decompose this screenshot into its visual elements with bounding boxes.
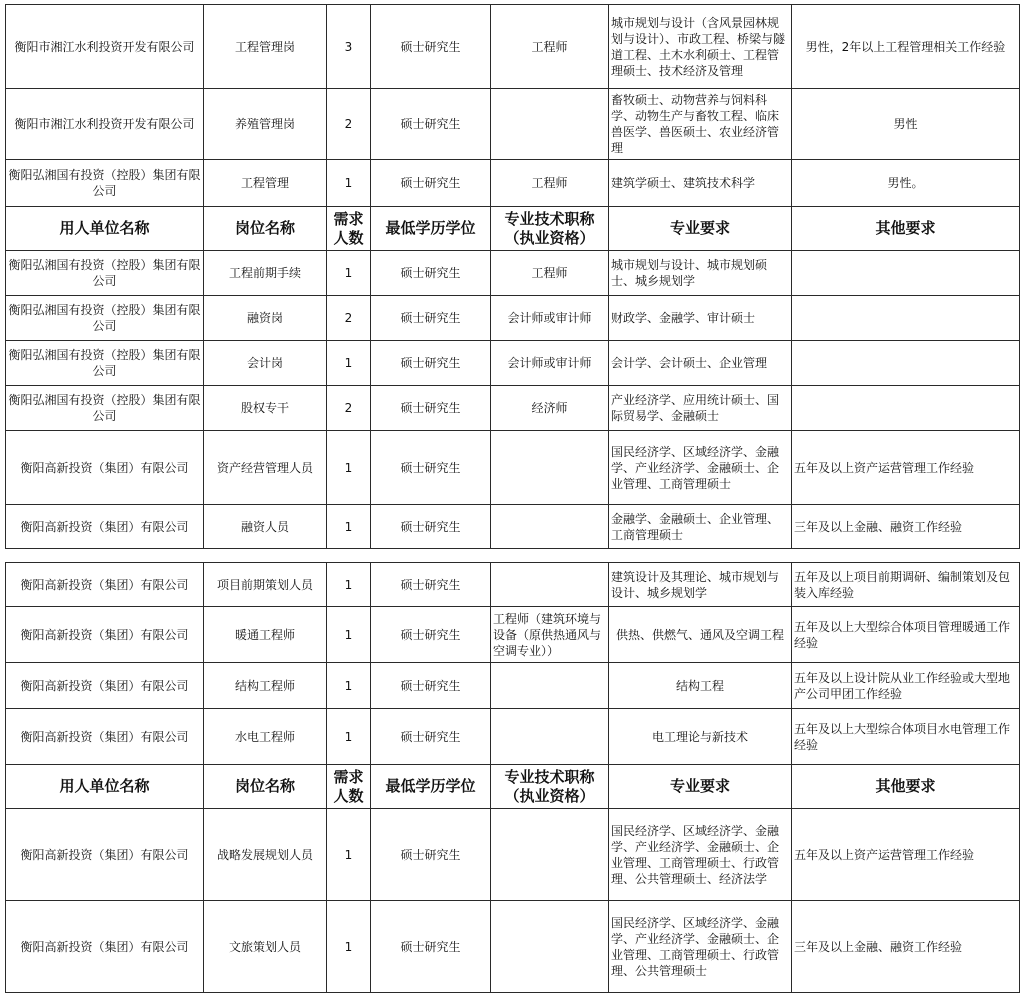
- unit-cell: 衡阳高新投资（集团）有限公司: [6, 607, 204, 663]
- other-cell: 男性。: [792, 160, 1020, 207]
- header-position: 岗位名称: [204, 765, 327, 809]
- position-cell: 融资岗: [204, 296, 327, 341]
- other-cell: 五年及以上设计院从业工作经验或大型地产公司甲团工作经验: [792, 663, 1020, 709]
- education-cell: 硕士研究生: [371, 160, 491, 207]
- education-cell: 硕士研究生: [371, 607, 491, 663]
- education-cell: 硕士研究生: [371, 809, 491, 901]
- header-unit: 用人单位名称: [6, 207, 204, 251]
- unit-cell: 衡阳弘湘国有投资（控股）集团有限公司: [6, 341, 204, 386]
- major-cell: 建筑设计及其理论、城市规划与设计、城乡规划学: [609, 563, 792, 607]
- major-cell: 国民经济学、区域经济学、金融学、产业经济学、金融硕士、企业管理、工商管理硕士: [609, 431, 792, 505]
- table-row: [6, 5, 1020, 89]
- title-cell: 工程师: [491, 5, 609, 89]
- table-row: [6, 296, 1020, 341]
- title-cell: [491, 563, 609, 607]
- major-cell: 结构工程: [609, 663, 792, 709]
- education-cell: 硕士研究生: [371, 663, 491, 709]
- count-cell: 1: [327, 709, 371, 765]
- education-cell: 硕士研究生: [371, 5, 491, 89]
- unit-cell: 衡阳高新投资（集团）有限公司: [6, 809, 204, 901]
- other-cell: [792, 386, 1020, 431]
- unit-cell: 衡阳弘湘国有投资（控股）集团有限公司: [6, 296, 204, 341]
- unit-cell: 衡阳高新投资（集团）有限公司: [6, 563, 204, 607]
- header-count: 需求人数: [327, 765, 371, 809]
- major-cell: 供热、供燃气、通风及空调工程: [609, 607, 792, 663]
- count-cell: 1: [327, 431, 371, 505]
- position-cell: 融资人员: [204, 505, 327, 549]
- unit-cell: 衡阳高新投资（集团）有限公司: [6, 663, 204, 709]
- position-cell: 战略发展规划人员: [204, 809, 327, 901]
- count-cell: 1: [327, 809, 371, 901]
- count-cell: 2: [327, 296, 371, 341]
- position-cell: 工程前期手续: [204, 251, 327, 296]
- other-cell: [792, 251, 1020, 296]
- other-cell: 五年及以上大型综合体项目水电管理工作经验: [792, 709, 1020, 765]
- major-cell: 电工理论与新技术: [609, 709, 792, 765]
- unit-cell: 衡阳高新投资（集团）有限公司: [6, 901, 204, 993]
- title-cell: 工程师: [491, 251, 609, 296]
- position-cell: 资产经营管理人员: [204, 431, 327, 505]
- header-count: 需求人数: [327, 207, 371, 251]
- header-title: 专业技术职称（执业资格）: [491, 207, 609, 251]
- title-cell: [491, 709, 609, 765]
- count-cell: 1: [327, 160, 371, 207]
- major-cell: 产业经济学、应用统计硕士、国际贸易学、金融硕士: [609, 386, 792, 431]
- count-cell: 1: [327, 505, 371, 549]
- count-cell: 1: [327, 607, 371, 663]
- recruitment-table-bottom: [5, 562, 1020, 993]
- major-cell: 畜牧硕士、动物营养与饲料科学、动物生产与畜牧工程、临床兽医学、兽医硕士、农业经济管理: [609, 89, 792, 160]
- table-row: [6, 251, 1020, 296]
- major-cell: 金融学、金融硕士、企业管理、工商管理硕士: [609, 505, 792, 549]
- count-cell: 2: [327, 386, 371, 431]
- title-cell: [491, 89, 609, 160]
- count-cell: 1: [327, 663, 371, 709]
- count-cell: 1: [327, 901, 371, 993]
- position-cell: 项目前期策划人员: [204, 563, 327, 607]
- table-row: [6, 386, 1020, 431]
- count-cell: 1: [327, 563, 371, 607]
- header-row: [6, 207, 1020, 251]
- title-cell: 经济师: [491, 386, 609, 431]
- header-other: 其他要求: [792, 765, 1020, 809]
- unit-cell: 衡阳弘湘国有投资（控股）集团有限公司: [6, 251, 204, 296]
- other-cell: 五年及以上大型综合体项目管理暖通工作经验: [792, 607, 1020, 663]
- education-cell: 硕士研究生: [371, 505, 491, 549]
- header-unit: 用人单位名称: [6, 765, 204, 809]
- other-cell: 男性，2年以上工程管理相关工作经验: [792, 5, 1020, 89]
- count-cell: 3: [327, 5, 371, 89]
- education-cell: 硕士研究生: [371, 251, 491, 296]
- header-education: 最低学历学位: [371, 765, 491, 809]
- other-cell: [792, 296, 1020, 341]
- title-cell: [491, 809, 609, 901]
- table-row: [6, 341, 1020, 386]
- unit-cell: 衡阳高新投资（集团）有限公司: [6, 709, 204, 765]
- other-cell: 五年及以上资产运营管理工作经验: [792, 431, 1020, 505]
- position-cell: 水电工程师: [204, 709, 327, 765]
- major-cell: 国民经济学、区域经济学、金融学、产业经济学、金融硕士、企业管理、工商管理硕士、行政管理、公共管理硕士: [609, 901, 792, 993]
- other-cell: 五年及以上项目前期调研、编制策划及包装入库经验: [792, 563, 1020, 607]
- education-cell: 硕士研究生: [371, 341, 491, 386]
- position-cell: 股权专干: [204, 386, 327, 431]
- count-cell: 2: [327, 89, 371, 160]
- table-row: [6, 505, 1020, 549]
- education-cell: 硕士研究生: [371, 709, 491, 765]
- major-cell: 城市规划与设计（含风景园林规划与设计）、市政工程、桥梁与隧道工程、土木水利硕士、工程管理硕士、技术经济及管理: [609, 5, 792, 89]
- unit-cell: 衡阳市湘江水利投资开发有限公司: [6, 89, 204, 160]
- position-cell: 暖通工程师: [204, 607, 327, 663]
- page-gap: [0, 551, 1024, 559]
- table-row: [6, 89, 1020, 160]
- title-cell: [491, 505, 609, 549]
- major-cell: 建筑学硕士、建筑技术科学: [609, 160, 792, 207]
- header-position: 岗位名称: [204, 207, 327, 251]
- title-cell: 会计师或审计师: [491, 296, 609, 341]
- title-cell: 工程师（建筑环境与设备（原供热通风与空调专业））: [491, 607, 609, 663]
- table-row: [6, 160, 1020, 207]
- header-major: 专业要求: [609, 765, 792, 809]
- count-cell: 1: [327, 251, 371, 296]
- recruitment-table-top: [5, 4, 1020, 549]
- education-cell: 硕士研究生: [371, 89, 491, 160]
- other-cell: 三年及以上金融、融资工作经验: [792, 505, 1020, 549]
- other-cell: [792, 341, 1020, 386]
- position-cell: 结构工程师: [204, 663, 327, 709]
- education-cell: 硕士研究生: [371, 296, 491, 341]
- position-cell: 文旅策划人员: [204, 901, 327, 993]
- count-cell: 1: [327, 341, 371, 386]
- header-row: [6, 765, 1020, 809]
- table-row: [6, 709, 1020, 765]
- education-cell: 硕士研究生: [371, 563, 491, 607]
- education-cell: 硕士研究生: [371, 901, 491, 993]
- title-cell: 会计师或审计师: [491, 341, 609, 386]
- header-major: 专业要求: [609, 207, 792, 251]
- unit-cell: 衡阳市湘江水利投资开发有限公司: [6, 5, 204, 89]
- table-row: [6, 607, 1020, 663]
- unit-cell: 衡阳弘湘国有投资（控股）集团有限公司: [6, 160, 204, 207]
- unit-cell: 衡阳弘湘国有投资（控股）集团有限公司: [6, 386, 204, 431]
- title-cell: [491, 431, 609, 505]
- other-cell: 三年及以上金融、融资工作经验: [792, 901, 1020, 993]
- table-row: [6, 563, 1020, 607]
- position-cell: 养殖管理岗: [204, 89, 327, 160]
- other-cell: 五年及以上资产运营管理工作经验: [792, 809, 1020, 901]
- title-cell: [491, 663, 609, 709]
- position-cell: 会计岗: [204, 341, 327, 386]
- education-cell: 硕士研究生: [371, 431, 491, 505]
- other-cell: 男性: [792, 89, 1020, 160]
- header-other: 其他要求: [792, 207, 1020, 251]
- unit-cell: 衡阳高新投资（集团）有限公司: [6, 431, 204, 505]
- unit-cell: 衡阳高新投资（集团）有限公司: [6, 505, 204, 549]
- major-cell: 会计学、会计硕士、企业管理: [609, 341, 792, 386]
- education-cell: 硕士研究生: [371, 386, 491, 431]
- major-cell: 国民经济学、区域经济学、金融学、产业经济学、金融硕士、企业管理、工商管理硕士、行政管理、公共管理硕士、经济法学: [609, 809, 792, 901]
- table-row: [6, 663, 1020, 709]
- table-row: [6, 901, 1020, 993]
- header-education: 最低学历学位: [371, 207, 491, 251]
- major-cell: 城市规划与设计、城市规划硕士、城乡规划学: [609, 251, 792, 296]
- title-cell: 工程师: [491, 160, 609, 207]
- table-row: [6, 809, 1020, 901]
- header-title: 专业技术职称（执业资格）: [491, 765, 609, 809]
- position-cell: 工程管理: [204, 160, 327, 207]
- title-cell: [491, 901, 609, 993]
- table-row: [6, 431, 1020, 505]
- major-cell: 财政学、金融学、审计硕士: [609, 296, 792, 341]
- position-cell: 工程管理岗: [204, 5, 327, 89]
